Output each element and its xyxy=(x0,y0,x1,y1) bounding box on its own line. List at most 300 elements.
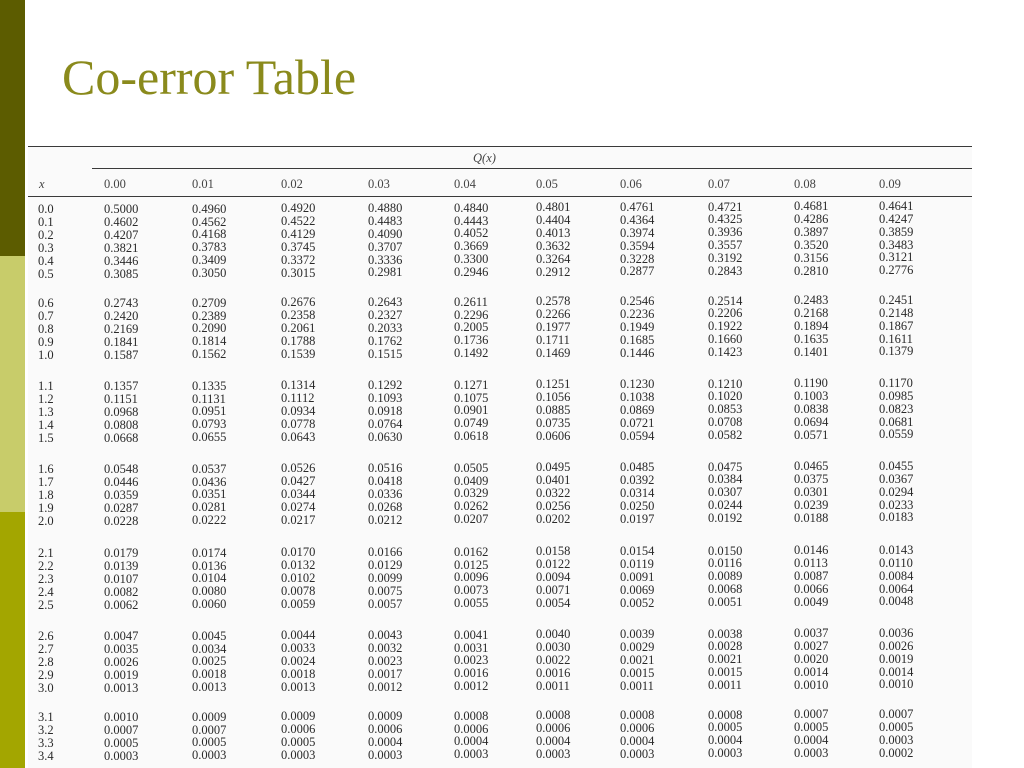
table-cell: 0.1112 xyxy=(281,391,315,406)
table-cell: 0.0344 xyxy=(281,487,316,502)
table-cell: 0.0005 xyxy=(708,720,743,735)
table-cell: 0.4443 xyxy=(454,213,489,228)
table-cell: 0.0150 xyxy=(708,543,743,558)
table-cell: 0.0495 xyxy=(536,460,571,475)
table-cell: 0.0003 xyxy=(368,747,403,762)
table-cell: 0.4247 xyxy=(879,211,914,226)
table-cell: 0.0040 xyxy=(536,627,571,642)
table-cell: 0.0051 xyxy=(708,595,743,610)
row-x-value: 2.8 xyxy=(38,654,54,669)
table-cell: 0.4602 xyxy=(104,214,139,229)
table-cell: 0.0427 xyxy=(281,474,316,489)
table-cell: 0.2005 xyxy=(454,320,489,335)
table-cell: 0.0015 xyxy=(708,665,743,680)
table-cell: 0.0017 xyxy=(368,666,403,681)
column-header: 0.01 xyxy=(192,177,214,191)
table-cell: 0.0084 xyxy=(879,568,914,583)
sidebar-accent-middle xyxy=(0,256,25,512)
table-cell: 0.4168 xyxy=(192,227,227,242)
table-cell: 0.3050 xyxy=(192,266,227,281)
table-cell: 0.1056 xyxy=(536,390,571,405)
row-x-value: 2.9 xyxy=(38,667,54,682)
table-cell: 0.1401 xyxy=(794,344,829,359)
table-cell: 0.0250 xyxy=(620,498,655,513)
table-cell: 0.4761 xyxy=(620,199,655,214)
table-cell: 0.2877 xyxy=(620,264,655,279)
table-cell: 0.4880 xyxy=(368,200,403,215)
row-x-value: 1.9 xyxy=(38,500,54,515)
table-cell: 0.1587 xyxy=(104,347,139,362)
table-cell: 0.0606 xyxy=(536,428,571,443)
row-x-value: 1.1 xyxy=(38,379,54,393)
table-cell: 0.0217 xyxy=(281,512,316,527)
table-cell: 0.0392 xyxy=(620,472,655,487)
row-x-value: 1.4 xyxy=(38,417,54,432)
table-cell: 0.0006 xyxy=(454,721,489,736)
table-cell: 0.0008 xyxy=(454,708,489,723)
table-cell: 0.0158 xyxy=(536,544,571,559)
row-x-value: 1.7 xyxy=(38,474,54,489)
row-x-value: 0.4 xyxy=(38,253,54,268)
table-cell: 0.0212 xyxy=(368,512,403,527)
row-x-value: 0.0 xyxy=(38,202,54,216)
table-cell: 0.1314 xyxy=(281,378,316,393)
table-cell: 0.4286 xyxy=(794,212,829,227)
table-cell: 0.0019 xyxy=(104,667,139,682)
table-cell: 0.0080 xyxy=(192,584,227,599)
table-cell: 0.0143 xyxy=(879,542,914,557)
table-cell: 0.0003 xyxy=(192,748,227,763)
table-cell: 0.0028 xyxy=(708,639,743,654)
row-x-value: 2.0 xyxy=(38,513,54,528)
table-cell: 0.0314 xyxy=(620,485,655,500)
table-cell: 0.0022 xyxy=(536,653,571,668)
table-cell: 0.1151 xyxy=(104,391,138,406)
table-cell: 0.0294 xyxy=(879,484,914,499)
row-x-value: 0.8 xyxy=(38,321,54,336)
table-cell: 0.0188 xyxy=(794,510,829,525)
table-cell: 0.0055 xyxy=(454,596,489,611)
table-cell: 0.0102 xyxy=(281,571,316,586)
table-cell: 0.3936 xyxy=(708,225,743,240)
table-cell: 0.0094 xyxy=(536,570,571,585)
table-cell: 0.3520 xyxy=(794,237,829,252)
table-cell: 0.4681 xyxy=(794,199,829,214)
table-cell: 0.0885 xyxy=(536,403,571,418)
table-cell: 0.0024 xyxy=(281,654,316,669)
table-cell: 0.0003 xyxy=(104,748,139,763)
table-cell: 0.0104 xyxy=(192,571,227,586)
sidebar-accent-top xyxy=(0,0,25,256)
table-cell: 0.0256 xyxy=(536,498,571,513)
row-x-value: 0.3 xyxy=(38,240,54,255)
table-cell: 0.0012 xyxy=(454,679,489,694)
table-cell: 0.4562 xyxy=(192,214,227,229)
table-cell: 0.0183 xyxy=(879,510,914,525)
table-cell: 0.0073 xyxy=(454,583,489,598)
table-cell: 0.0089 xyxy=(708,569,743,584)
table-cell: 0.1093 xyxy=(368,390,403,405)
table-cell: 0.0029 xyxy=(620,639,655,654)
table-cell: 0.1814 xyxy=(192,334,227,349)
table-cell: 0.2810 xyxy=(794,263,829,278)
table-cell: 0.1660 xyxy=(708,332,743,347)
table-cell: 0.2148 xyxy=(879,305,914,320)
table-cell: 0.1611 xyxy=(879,331,913,346)
table-cell: 0.0003 xyxy=(536,746,571,761)
table-cell: 0.4052 xyxy=(454,226,489,241)
table-cell: 0.0630 xyxy=(368,429,403,444)
table-cell: 0.2266 xyxy=(536,307,571,322)
table-cell: 0.4013 xyxy=(536,226,571,241)
table-cell: 0.1379 xyxy=(879,344,914,359)
table-cell: 0.1020 xyxy=(708,389,743,404)
table-cell: 0.3594 xyxy=(620,238,655,253)
table-cell: 0.0018 xyxy=(192,667,227,682)
table-cell: 0.3336 xyxy=(368,252,403,267)
table-cell: 0.0643 xyxy=(281,429,316,444)
table-cell: 0.3707 xyxy=(368,239,403,254)
table-cell: 0.2843 xyxy=(708,264,743,279)
table-cell: 0.2981 xyxy=(368,265,403,280)
table-cell: 0.0033 xyxy=(281,641,316,656)
table-cell: 0.0008 xyxy=(536,708,571,723)
row-x-value: 2.7 xyxy=(38,641,54,656)
table-cell: 0.1357 xyxy=(104,379,139,393)
table-cell: 0.2743 xyxy=(104,296,139,310)
table-cell: 0.4404 xyxy=(536,213,571,228)
table-cell: 0.1894 xyxy=(794,319,829,333)
table-cell: 0.0082 xyxy=(104,584,139,599)
table-cell: 0.2061 xyxy=(281,321,316,336)
table-cell: 0.1515 xyxy=(368,346,403,361)
table-cell: 0.0007 xyxy=(104,722,139,737)
table-cell: 0.0116 xyxy=(708,556,742,571)
row-x-value: 1.3 xyxy=(38,404,54,419)
table-cell: 0.1469 xyxy=(536,345,571,360)
table-cell: 0.0038 xyxy=(708,626,743,641)
table-cell: 0.0192 xyxy=(708,511,743,526)
table-cell: 0.0681 xyxy=(879,414,914,429)
table-cell: 0.1003 xyxy=(794,389,829,404)
table-cell: 0.0274 xyxy=(281,500,316,514)
x-column-header: x xyxy=(39,177,45,191)
table-cell: 0.0008 xyxy=(620,707,655,722)
table-cell: 0.0113 xyxy=(794,556,828,571)
table-cell: 0.1423 xyxy=(708,345,743,360)
row-x-value: 3.4 xyxy=(38,748,54,763)
table-cell: 0.0351 xyxy=(192,487,227,502)
table-cell: 0.0019 xyxy=(879,651,914,666)
row-x-value: 2.1 xyxy=(38,546,54,560)
table-cell: 0.1867 xyxy=(879,318,914,333)
caption-rule xyxy=(92,168,972,169)
row-x-value: 1.5 xyxy=(38,430,54,445)
table-cell: 0.0336 xyxy=(368,486,403,501)
table-cell: 0.0418 xyxy=(368,473,403,488)
table-cell: 0.0239 xyxy=(794,497,829,512)
table-cell: 0.3897 xyxy=(794,225,829,239)
table-cell: 0.0778 xyxy=(281,417,316,431)
table-cell: 0.0005 xyxy=(281,735,316,750)
table-cell: 0.2169 xyxy=(104,321,139,336)
table-cell: 0.3859 xyxy=(879,224,914,239)
table-cell: 0.2676 xyxy=(281,295,316,310)
table-cell: 0.0043 xyxy=(368,627,403,642)
table-cell: 0.0009 xyxy=(368,708,403,723)
table-cell: 0.1562 xyxy=(192,347,227,362)
table-cell: 0.0516 xyxy=(368,460,403,475)
table-cell: 0.1762 xyxy=(368,333,403,348)
table-cell: 0.0004 xyxy=(368,734,403,749)
table-cell: 0.1492 xyxy=(454,346,489,361)
table-cell: 0.2709 xyxy=(192,295,227,310)
table-cell: 0.1131 xyxy=(192,391,226,406)
table-cell: 0.0011 xyxy=(708,678,742,693)
table-cell: 0.0107 xyxy=(104,571,139,586)
table-cell: 0.0202 xyxy=(536,511,571,526)
table-cell: 0.3483 xyxy=(879,237,914,252)
table-cell: 0.0668 xyxy=(104,430,139,445)
row-x-value: 3.2 xyxy=(38,722,54,737)
table-cell: 0.0287 xyxy=(104,500,139,515)
table-cell: 0.1251 xyxy=(536,377,571,392)
table-cell: 0.0018 xyxy=(281,667,316,681)
table-cell: 0.0465 xyxy=(794,459,829,474)
table-cell: 0.2327 xyxy=(368,307,403,322)
table-cell: 0.2206 xyxy=(708,306,743,321)
table-cell: 0.0694 xyxy=(794,414,829,429)
table-cell: 0.4641 xyxy=(879,198,914,213)
row-x-value: 0.9 xyxy=(38,334,54,349)
table-cell: 0.0014 xyxy=(794,664,829,679)
table-cell: 0.0013 xyxy=(192,680,227,695)
table-cell: 0.0968 xyxy=(104,404,139,419)
table-caption: Q(x) xyxy=(473,151,496,165)
table-cell: 0.3557 xyxy=(708,238,743,253)
table-cell: 0.0985 xyxy=(879,388,914,403)
table-cell: 0.2358 xyxy=(281,308,316,323)
table-cell: 0.0537 xyxy=(192,461,227,476)
table-cell: 0.0023 xyxy=(454,653,489,668)
table-cell: 0.0002 xyxy=(879,745,914,760)
table-cell: 0.4801 xyxy=(536,200,571,215)
table-cell: 0.0059 xyxy=(281,596,316,611)
table-cell: 0.0071 xyxy=(536,582,571,597)
table-cell: 0.2236 xyxy=(620,306,655,321)
table-cell: 0.0455 xyxy=(879,458,914,473)
table-cell: 0.0110 xyxy=(879,555,913,570)
table-cell: 0.3156 xyxy=(794,250,829,265)
table-cell: 0.0045 xyxy=(192,628,227,643)
table-cell: 0.3264 xyxy=(536,251,571,266)
table-cell: 0.0003 xyxy=(708,746,743,761)
table-cell: 0.0064 xyxy=(879,581,914,596)
table-cell: 0.2546 xyxy=(620,293,655,308)
table-cell: 0.1230 xyxy=(620,376,655,391)
table-cell: 0.0025 xyxy=(192,654,227,669)
table-cell: 0.0122 xyxy=(536,557,571,572)
table-cell: 0.0041 xyxy=(454,627,489,642)
table-cell: 0.0031 xyxy=(454,640,489,655)
table-cell: 0.0006 xyxy=(281,722,316,737)
table-cell: 0.0207 xyxy=(454,512,489,527)
table-cell: 0.0764 xyxy=(368,416,403,431)
table-top-rule xyxy=(28,146,972,147)
table-cell: 0.0329 xyxy=(454,486,489,501)
table-cell: 0.0559 xyxy=(879,427,914,442)
table-cell: 0.0005 xyxy=(192,735,227,750)
table-cell: 0.0005 xyxy=(879,719,914,734)
table-cell: 0.2776 xyxy=(879,263,914,278)
table-cell: 0.0166 xyxy=(368,544,403,559)
table-cell: 0.0918 xyxy=(368,403,403,418)
column-header: 0.02 xyxy=(281,177,303,191)
row-x-value: 1.6 xyxy=(38,462,54,476)
table-cell: 0.0087 xyxy=(794,569,829,583)
row-x-value: 2.2 xyxy=(38,558,54,573)
table-cell: 0.1635 xyxy=(794,331,829,346)
table-cell: 0.0384 xyxy=(708,472,743,487)
row-x-value: 0.5 xyxy=(38,266,54,281)
table-cell: 0.1841 xyxy=(104,334,139,349)
table-cell: 0.0268 xyxy=(368,499,403,514)
table-cell: 0.0009 xyxy=(192,709,227,724)
table-cell: 0.0721 xyxy=(620,415,655,430)
table-cell: 0.1922 xyxy=(708,319,743,334)
table-cell: 0.0020 xyxy=(794,652,829,666)
row-x-value: 0.1 xyxy=(38,214,54,229)
table-cell: 0.0008 xyxy=(708,707,743,722)
table-cell: 0.0139 xyxy=(104,558,139,573)
table-cell: 0.3783 xyxy=(192,240,227,255)
table-cell: 0.2168 xyxy=(794,306,829,321)
table-cell: 0.1539 xyxy=(281,346,316,361)
table-cell: 0.0010 xyxy=(879,677,914,692)
table-cell: 0.0244 xyxy=(708,498,743,513)
table-cell: 0.4207 xyxy=(104,227,139,242)
table-cell: 0.0021 xyxy=(708,652,743,667)
table-cell: 0.0301 xyxy=(794,485,829,499)
table-cell: 0.0233 xyxy=(879,497,914,512)
table-cell: 0.0006 xyxy=(536,721,571,736)
table-cell: 0.0047 xyxy=(104,629,139,643)
table-cell: 0.0618 xyxy=(454,429,489,444)
row-x-value: 3.1 xyxy=(38,710,54,724)
table-cell: 0.0262 xyxy=(454,499,489,514)
column-header: 0.00 xyxy=(104,177,126,191)
table-cell: 0.3409 xyxy=(192,253,227,268)
table-cell: 0.3745 xyxy=(281,240,316,254)
table-cell: 0.0007 xyxy=(794,707,829,722)
column-header: 0.07 xyxy=(708,177,730,191)
table-cell: 0.1292 xyxy=(368,377,403,392)
table-cell: 0.0359 xyxy=(104,487,139,502)
table-cell: 0.0069 xyxy=(620,582,655,597)
table-cell: 0.0037 xyxy=(794,626,829,641)
table-cell: 0.0934 xyxy=(281,404,316,419)
row-x-value: 2.4 xyxy=(38,584,54,599)
table-cell: 0.4920 xyxy=(281,201,316,216)
table-cell: 0.0003 xyxy=(454,747,489,762)
table-cell: 0.1335 xyxy=(192,378,227,393)
table-cell: 0.3632 xyxy=(536,238,571,253)
table-cell: 0.4090 xyxy=(368,226,403,241)
column-header: 0.03 xyxy=(368,177,390,191)
table-cell: 0.0475 xyxy=(708,459,743,474)
table-cell: 0.1977 xyxy=(536,320,571,335)
table-cell: 0.0571 xyxy=(794,427,829,442)
table-cell: 0.2451 xyxy=(879,292,914,307)
table-cell: 0.1271 xyxy=(454,377,489,392)
table-cell: 0.0222 xyxy=(192,513,227,528)
table-cell: 0.0066 xyxy=(794,581,829,596)
table-cell: 0.0307 xyxy=(708,485,743,500)
table-cell: 0.3372 xyxy=(281,252,316,267)
table-cell: 0.2090 xyxy=(192,321,227,336)
table-cell: 0.0007 xyxy=(879,706,914,721)
table-cell: 0.0034 xyxy=(192,641,227,656)
table-cell: 0.0035 xyxy=(104,641,139,656)
table-cell: 0.0228 xyxy=(104,513,139,528)
table-cell: 0.3821 xyxy=(104,240,139,255)
table-cell: 0.0010 xyxy=(104,710,139,724)
table-cell: 0.0009 xyxy=(281,709,316,724)
table-cell: 0.0057 xyxy=(368,596,403,611)
table-cell: 0.0132 xyxy=(281,558,316,573)
table-cell: 0.0548 xyxy=(104,462,139,476)
q-function-table xyxy=(28,146,972,768)
row-x-value: 1.0 xyxy=(38,347,54,362)
table-cell: 0.0054 xyxy=(536,595,571,610)
table-cell: 0.0060 xyxy=(192,597,227,612)
table-cell: 0.0021 xyxy=(620,652,655,667)
table-cell: 0.0436 xyxy=(192,474,227,489)
table-cell: 0.1446 xyxy=(620,345,655,360)
table-cell: 0.0004 xyxy=(536,734,571,749)
table-cell: 0.0032 xyxy=(368,640,403,655)
row-x-value: 3.3 xyxy=(38,735,54,750)
table-cell: 0.4522 xyxy=(281,214,316,229)
table-cell: 0.0401 xyxy=(536,473,571,488)
table-cell: 0.1075 xyxy=(454,390,489,405)
table-cell: 0.0526 xyxy=(281,461,316,476)
table-cell: 0.0006 xyxy=(620,720,655,735)
table-cell: 0.0003 xyxy=(879,732,914,747)
table-cell: 0.2296 xyxy=(454,307,489,322)
table-cell: 0.1685 xyxy=(620,332,655,347)
table-cell: 0.0036 xyxy=(879,625,914,640)
table-cell: 0.0026 xyxy=(104,654,139,669)
table-cell: 0.0011 xyxy=(620,678,654,693)
table-cell: 0.1210 xyxy=(708,376,743,391)
table-cell: 0.3085 xyxy=(104,266,139,281)
table-cell: 0.0026 xyxy=(879,638,914,653)
table-cell: 0.0003 xyxy=(620,746,655,761)
table-cell: 0.0011 xyxy=(536,678,570,693)
table-cell: 0.0048 xyxy=(879,594,914,609)
table-cell: 0.3015 xyxy=(281,265,316,280)
column-header: 0.06 xyxy=(620,177,642,191)
table-cell: 0.0078 xyxy=(281,584,316,598)
table-cell: 0.0281 xyxy=(192,500,227,515)
table-cell: 0.0136 xyxy=(192,558,227,573)
table-cell: 0.1190 xyxy=(794,376,828,391)
row-x-value: 1.8 xyxy=(38,487,54,502)
table-cell: 0.0044 xyxy=(281,628,316,643)
table-cell: 0.0039 xyxy=(620,626,655,641)
table-cell: 0.0015 xyxy=(620,665,655,680)
